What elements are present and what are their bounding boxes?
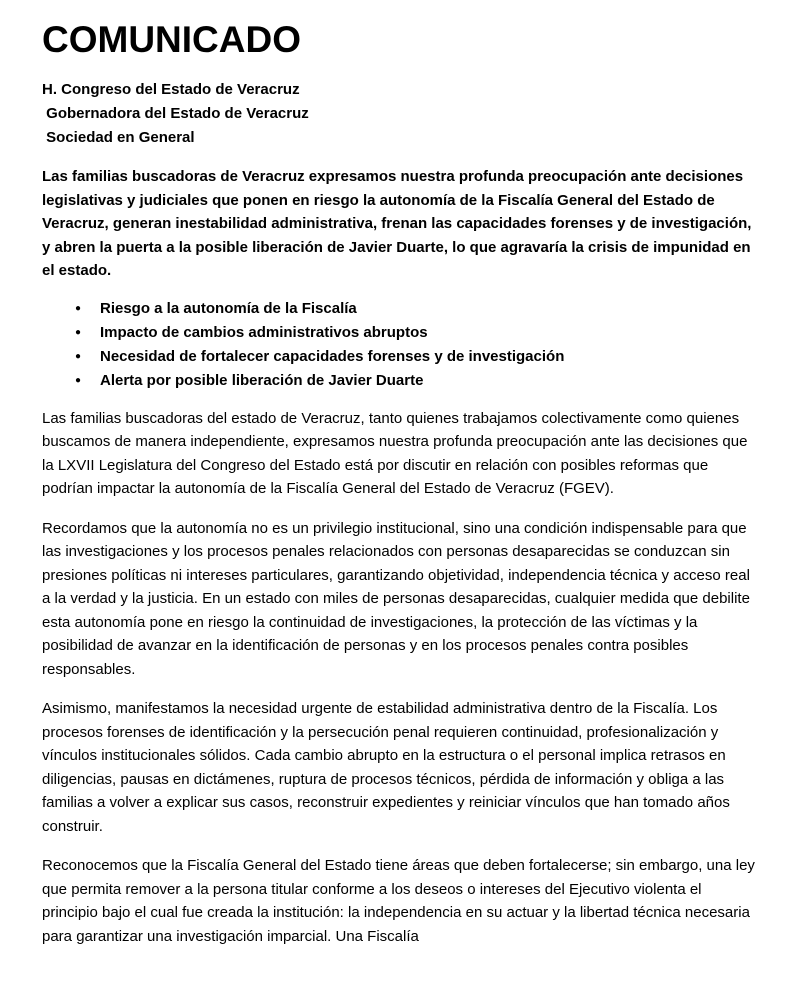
- body-paragraph-2: Recordamos que la autonomía no es un privilegio institucional, sino una condición indispensable para que las investigaciones y los procesos penales relacionados con personas desaparecidas se conduzcan sin presiones políticas ni intereses particulares, garantizando objetividad, independencia técnica y acceso real a la verdad y la justicia. En un estado con miles de personas desaparecidas, cualquier medida que debilite esta autonomía pone en riesgo la continuidad de investigaciones, la protección de las víctimas y la posibilidad de avanzar en la identificación de personas y en los procesos penales contra posibles responsables.: [42, 519, 750, 678]
- addressee-block: [42, 78, 758, 150]
- document-title: COMUNICADO: [42, 19, 301, 60]
- addressee-line-congreso: H. Congreso del Estado de Veracruz: [42, 81, 300, 98]
- key-point-capacidades-forenses: ● Necesidad de fortalecer capacidades forenses y de investigación: [75, 345, 758, 369]
- body-paragraph-3: Asimismo, manifestamos la necesidad urgente de estabilidad administrativa dentro de la Fiscalía. Los procesos forenses de identificación y la persecución penal requieren continuidad, profesionalización y vínculos institucionales sólidos. Cada cambio abrupto en la estructura o el personal implica retrasos en diligencias, pausas en dictámenes, ruptura de procesos técnicos, pérdida de información y obliga a las familias a volver a explicar sus casos, reconstruir expedientes y reiniciar vínculos que han tomado años construir.: [42, 700, 730, 835]
- key-points-list: [42, 297, 758, 393]
- body-paragraph-1: Las familias buscadoras del estado de Veracruz, tanto quienes trabajamos colectivamente como quienes buscamos de manera independiente, expresamos nuestra profunda preocupación ante las decisiones que la LXVII Legislatura del Congreso del Estado está por discutir en relación con posibles reformas que podrían impactar la autonomía de la Fiscalía General del Estado de Veracruz (FGEV).: [42, 409, 748, 497]
- lead-paragraph: Las familias buscadoras de Veracruz expresamos nuestra profunda preocupación ante decisiones legislativas y judiciales que ponen en riesgo la autonomía de la Fiscalía General del Estado de Veracruz, generan inestabilidad administrativa, frenan las capacidades forenses y de investigación, y abren la puerta a la posible liberación de Javier Duarte, lo que agravaría la crisis de impunidad en el estado.: [42, 168, 752, 279]
- addressee-line-gobernadora: Gobernadora del Estado de Veracruz: [42, 105, 309, 122]
- body-paragraph-4: Reconocemos que la Fiscalía General del Estado tiene áreas que deben fortalecerse; sin embargo, una ley que permita remover a la persona titular conforme a los deseos o intereses del Ejecutivo violenta el principio bajo el cual fue creada la institución: la independencia en su actuar y la libertad técnica necesaria para garantizar una investigación imparcial. Una Fiscalía: [42, 857, 755, 945]
- key-point-autonomia: ● Riesgo a la autonomía de la Fiscalía: [75, 297, 758, 321]
- key-point-liberacion-duarte: ● Alerta por posible liberación de Javier Duarte: [75, 369, 758, 393]
- addressee-line-sociedad: Sociedad en General: [42, 129, 195, 146]
- key-point-cambios-administrativos: ● Impacto de cambios administrativos abruptos: [75, 321, 758, 345]
